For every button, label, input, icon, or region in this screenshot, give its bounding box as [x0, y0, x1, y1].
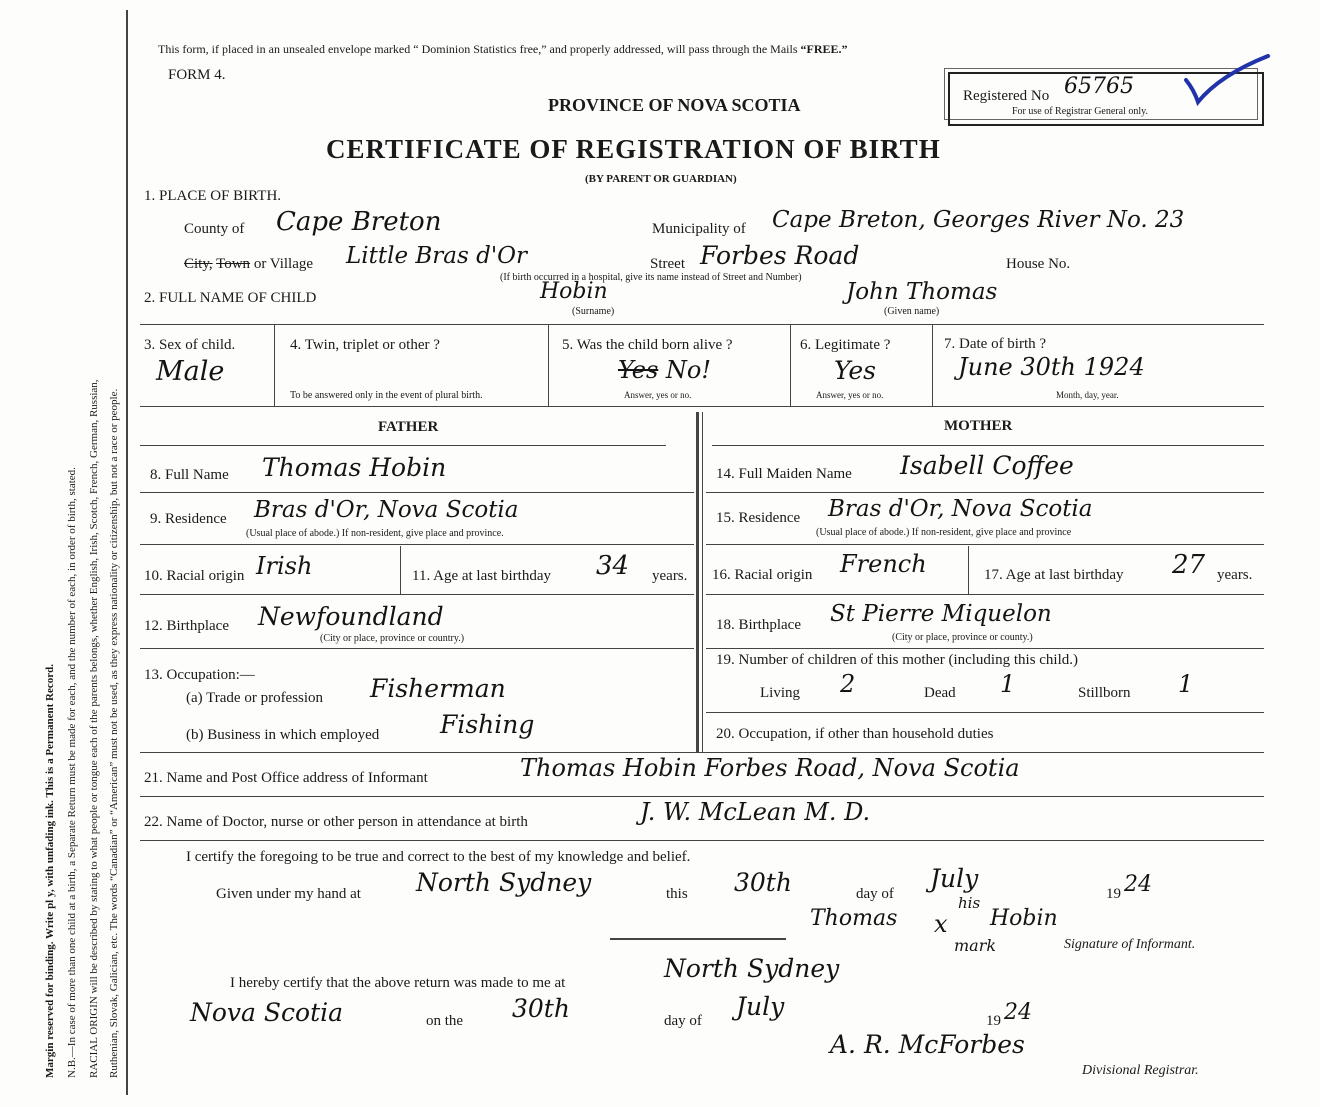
father-trade: Fisherman	[370, 674, 506, 703]
rule-16	[706, 594, 1264, 595]
twin-note: To be answered only in the event of plural birth.	[290, 390, 483, 401]
stillborn-label: Stillborn	[1078, 685, 1131, 701]
informant-sig-caption: Signature of Informant.	[1064, 937, 1196, 952]
grid-divider-4	[932, 324, 933, 406]
alive-label: 5. Was the child born alive ?	[562, 337, 733, 353]
informant-value: Thomas Hobin Forbes Road, Nova Scotia	[520, 754, 1020, 782]
mother-heading: MOTHER	[944, 418, 1013, 434]
house-label: House No.	[1006, 256, 1071, 272]
form-number: FORM 4.	[168, 67, 226, 83]
certify-statement: I certify the foregoing to be true and correct to the best of my knowledge and belief.	[186, 849, 691, 865]
registrar-month: July	[736, 992, 785, 1021]
rule-bottom-grid	[140, 406, 1264, 407]
sex-label: 3. Sex of child.	[144, 337, 236, 353]
province-heading: PROVINCE OF NOVA SCOTIA	[548, 95, 801, 115]
given-month: July	[930, 864, 979, 893]
center-divider	[696, 412, 699, 752]
registered-label: Registered No	[963, 88, 1050, 104]
informant-sig-mark: mark	[954, 936, 997, 955]
town-struck: Town	[216, 256, 251, 272]
father-occ-label: 13. Occupation:—	[144, 667, 255, 683]
day-of-label: day of	[856, 886, 894, 902]
surname-caption: (Surname)	[572, 306, 615, 317]
racial-age-divider-m	[968, 546, 969, 594]
mother-residence: Bras d'Or, Nova Scotia	[828, 496, 1093, 522]
registrar-caption: Divisional Registrar.	[1082, 1063, 1199, 1078]
mother-years: years.	[1217, 567, 1253, 583]
village-value: Little Bras d'Or	[346, 243, 528, 269]
rule-mother-head	[712, 445, 1264, 446]
given-caption: (Given name)	[884, 306, 940, 317]
registrar-signature: A. R. McForbes	[830, 1030, 1025, 1059]
given-day: 30th	[734, 868, 792, 897]
center-divider-2	[702, 412, 703, 752]
father-birthplace: Newfoundland	[258, 602, 444, 631]
given-year: 24	[1124, 872, 1152, 897]
racial-age-divider-f	[400, 546, 401, 594]
doctor-label: 22. Name of Doctor, nurse or other person in attendance at birth	[144, 814, 528, 830]
doctor-value: J. W. McLean M. D.	[640, 798, 871, 826]
alive-answer: No!	[665, 356, 712, 384]
certificate-subtitle: (BY PARENT OR GUARDIAN)	[585, 173, 737, 185]
margin-note-binding: Margin reserved for binding. Write pl y, with unfading ink. This is a Permanent Record.	[44, 664, 56, 1078]
municipality-label: Municipality of	[652, 221, 746, 237]
mother-name: Isabell Coffee	[900, 451, 1074, 480]
registrar-year-prefix: 19	[986, 1013, 1001, 1029]
registrar-place: North Sydney	[664, 954, 840, 983]
mail-notice-free: “FREE.”	[800, 42, 848, 56]
dob-label: 7. Date of birth ?	[944, 336, 1047, 352]
father-bp-note: (City or place, province or country.)	[320, 633, 465, 644]
sex-value: Male	[156, 356, 225, 387]
mother-racial: French	[840, 550, 927, 578]
rule-9	[140, 544, 694, 545]
father-res-label: 9. Residence	[150, 511, 227, 527]
mother-res-label: 15. Residence	[716, 510, 801, 526]
year-prefix: 19	[1106, 886, 1121, 902]
father-name-label: 8. Full Name	[150, 467, 229, 483]
child-surname: Hobin	[540, 279, 608, 304]
mother-age: 27	[1172, 550, 1206, 580]
informant-sig-first: Thomas	[810, 906, 898, 931]
street-value: Forbes Road	[700, 241, 860, 270]
rule-section-end	[140, 752, 1264, 753]
twin-label: 4. Twin, triplet or other ?	[290, 337, 440, 353]
grid-divider-3	[790, 324, 791, 406]
father-res-note: (Usual place of abode.) If non-resident, give place and province.	[246, 528, 504, 539]
father-years: years.	[652, 568, 688, 584]
father-trade-label: (a) Trade or profession	[186, 690, 324, 706]
village-text: or Village	[253, 256, 314, 272]
rule-top-grid	[140, 324, 1264, 325]
mother-name-label: 14. Full Maiden Name	[716, 466, 852, 482]
child-given-name: John Thomas	[846, 279, 998, 305]
living-value: 2	[840, 670, 856, 698]
legit-caption: Answer, yes or no.	[816, 390, 884, 400]
children-label: 19. Number of children of this mother (including this child.)	[716, 652, 1079, 668]
margin-note-racial-2: Ruthenian, Slovak, Galician, etc. The words “Canadian” or “American” must not be used, as they express nationality or citizenship, but not a race or people.	[108, 388, 120, 1078]
registrar-place-2: Nova Scotia	[190, 998, 344, 1027]
mail-notice	[158, 42, 848, 57]
informant-label: 21. Name and Post Office address of Informant	[144, 770, 428, 786]
mother-age-label: 17. Age at last birthday	[984, 567, 1124, 583]
father-bp-label: 12. Birthplace	[144, 618, 229, 634]
father-age: 34	[596, 551, 630, 581]
village-label	[184, 256, 313, 273]
dob-caption: Month, day, year.	[1056, 390, 1119, 400]
grid-divider-2	[548, 324, 549, 406]
father-business: Fishing	[440, 710, 535, 739]
mail-notice-text: This form, if placed in an unsealed envelope marked “ Dominion Statistics free,” and properly addressed, will pass through the Mails	[158, 42, 798, 56]
father-business-label: (b) Business in which employed	[186, 727, 380, 743]
rule-14	[706, 492, 1264, 493]
registrar-year: 24	[1004, 1000, 1032, 1025]
legit-value: Yes	[834, 356, 876, 385]
informant-sig-his: his	[958, 894, 981, 912]
certificate-title: CERTIFICATE OF REGISTRATION OF BIRTH	[326, 134, 941, 164]
alive-caption: Answer, yes or no.	[624, 390, 692, 400]
alive-struck: Yes	[618, 356, 659, 384]
mother-occ-label: 20. Occupation, if other than household duties	[716, 726, 994, 742]
place-section-label: 1. PLACE OF BIRTH.	[144, 188, 282, 204]
dob-value: June 30th 1924	[958, 353, 1145, 381]
margin-note-racial: RACIAL ORIGIN will be described by stating to what people or tongue each of the parents belongs, whether English, Irish, Scotch, French, German, Russian,	[88, 379, 100, 1078]
checkmark-icon	[1180, 50, 1275, 112]
this-label: this	[666, 886, 688, 902]
rule-father-head	[140, 445, 666, 446]
municipality-value: Cape Breton, Georges River No. 23	[772, 207, 1185, 233]
rule-12	[140, 648, 694, 649]
registrar-day: 30th	[512, 994, 570, 1023]
registrar-statement: I hereby certify that the above return was made to me at	[230, 975, 566, 991]
father-racial: Irish	[256, 552, 313, 580]
rule-15	[706, 544, 1264, 545]
legit-label: 6. Legitimate ?	[800, 337, 891, 353]
city-struck: City,	[184, 256, 213, 272]
margin-rule	[126, 10, 128, 1095]
mother-bp-label: 18. Birthplace	[716, 617, 801, 633]
county-value: Cape Breton	[276, 207, 442, 237]
margin-note-plural: N.B.—In case of more than one child at a birth, a Separate Return must be made for each, and the number of each, in order of birth, stated.	[66, 467, 78, 1078]
father-age-label: 11. Age at last birthday	[412, 568, 551, 584]
father-residence: Bras d'Or, Nova Scotia	[254, 497, 519, 523]
father-heading: FATHER	[378, 419, 439, 435]
alive-value	[618, 356, 711, 384]
hospital-note: (If birth occurred in a hospital, give its name instead of Street and Number)	[500, 272, 802, 283]
rule-19	[706, 712, 1264, 713]
given-label: Given under my hand at	[216, 886, 361, 902]
child-name-label: 2. FULL NAME OF CHILD	[144, 290, 317, 306]
rule-10	[140, 594, 694, 595]
father-name: Thomas Hobin	[262, 453, 447, 482]
registrar-note: For use of Registrar General only.	[1012, 106, 1148, 117]
rule-18	[706, 648, 1264, 649]
mother-racial-label: 16. Racial origin	[712, 567, 813, 583]
street-label: Street	[650, 256, 685, 272]
informant-sig-last: Hobin	[990, 906, 1058, 931]
rule-21	[140, 796, 1264, 797]
rule-22	[140, 840, 1264, 841]
mother-bp-note: (City or place, province or county.)	[892, 632, 1033, 643]
registrar-on-label: on the	[426, 1013, 464, 1029]
registered-number: 65765	[1064, 74, 1134, 99]
father-racial-label: 10. Racial origin	[144, 568, 245, 584]
rule-8	[140, 492, 694, 493]
sig-rule	[610, 938, 786, 940]
registrar-day-of: day of	[664, 1013, 702, 1029]
given-place: North Sydney	[416, 868, 592, 897]
stillborn-value: 1	[1178, 670, 1194, 698]
dead-label: Dead	[924, 685, 956, 701]
living-label: Living	[760, 685, 800, 701]
dead-value: 1	[1000, 670, 1016, 698]
mother-birthplace: St Pierre Miquelon	[830, 601, 1052, 627]
informant-sig-x: x	[934, 910, 948, 938]
county-label: County of	[184, 221, 245, 237]
grid-divider-1	[274, 324, 275, 406]
mother-res-note: (Usual place of abode.) If non-resident, give place and province	[816, 527, 1072, 538]
